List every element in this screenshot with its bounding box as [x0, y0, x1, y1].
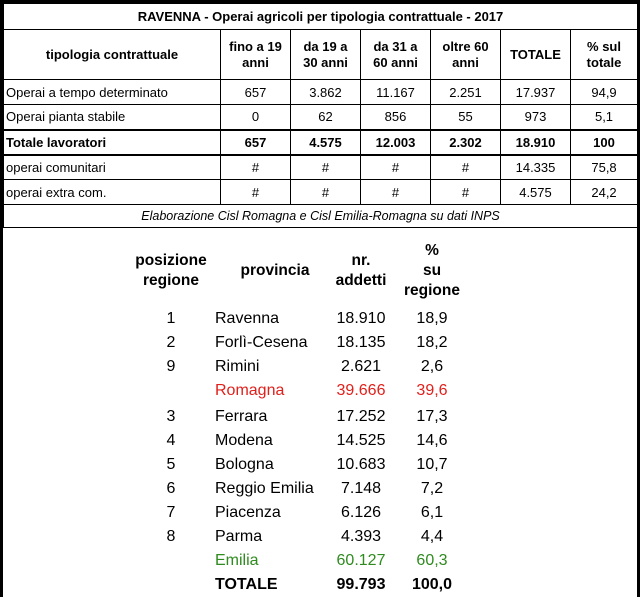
province: Modena	[215, 432, 273, 449]
row-label: operai comunitari	[4, 155, 221, 180]
cell: #	[291, 155, 361, 180]
ranking-row	[3, 453, 637, 477]
cell: 75,8	[571, 155, 638, 180]
header-position-line1: posizione	[135, 252, 207, 269]
position: 4	[166, 432, 176, 449]
header-row	[4, 30, 638, 80]
row-label: Operai pianta stabile	[4, 105, 221, 130]
province: Parma	[215, 528, 263, 545]
header-employees	[321, 251, 401, 291]
employees: 60.127	[336, 552, 386, 569]
employees: 17.252	[336, 408, 386, 425]
cell: 3.862	[291, 80, 361, 105]
cell: #	[221, 180, 291, 205]
header-cell: oltre 60 anni	[431, 30, 501, 80]
cell: 0	[221, 105, 291, 130]
position: 1	[166, 310, 176, 327]
cell: #	[361, 180, 431, 205]
percent: 18,9	[416, 310, 448, 327]
cell: #	[291, 180, 361, 205]
ranking-row	[3, 501, 637, 525]
table-row	[4, 80, 638, 105]
cell: 14.335	[501, 155, 571, 180]
table-title: RAVENNA - Operai agricoli per tipologia contrattuale - 2017	[4, 4, 638, 30]
cell: 17.937	[501, 80, 571, 105]
row-label: Operai a tempo determinato	[4, 80, 221, 105]
ranking-row	[3, 429, 637, 453]
percent: 18,2	[416, 334, 448, 351]
percent: 4,4	[420, 528, 444, 545]
contract-table	[3, 3, 637, 228]
percent: 100,0	[411, 576, 453, 593]
province: Ravenna	[215, 310, 280, 327]
employees: 2.621	[340, 358, 382, 375]
header-province: provincia	[240, 262, 310, 279]
position: 3	[166, 408, 176, 425]
cell: 856	[361, 105, 431, 130]
province: Forlì-Cesena	[215, 334, 308, 351]
cell: #	[431, 180, 501, 205]
cell: #	[221, 155, 291, 180]
cell: 100	[571, 130, 638, 155]
percent: 14,6	[416, 432, 448, 449]
ranking-row	[3, 331, 637, 355]
percent: 60,3	[416, 552, 448, 569]
position: 6	[166, 480, 176, 497]
position: 7	[166, 504, 176, 521]
header-cell: da 31 a 60 anni	[361, 30, 431, 80]
header-position-line2: regione	[143, 272, 199, 289]
header-percent-line3: regione	[404, 282, 460, 299]
province: Rimini	[215, 358, 260, 375]
grand-total-row	[3, 573, 637, 597]
cell: 4.575	[291, 130, 361, 155]
employees: 39.666	[336, 382, 386, 399]
employees: 10.683	[336, 456, 386, 473]
row-label: operai extra com.	[4, 180, 221, 205]
row-label: Totale lavoratori	[4, 130, 221, 155]
cell: 62	[291, 105, 361, 130]
percent: 7,2	[420, 480, 444, 497]
cell: 2.302	[431, 130, 501, 155]
header-cell: TOTALE	[501, 30, 571, 80]
table-row	[4, 180, 638, 205]
cell: 4.575	[501, 180, 571, 205]
table-row	[4, 105, 638, 130]
header-cell: tipologia contrattuale	[4, 30, 221, 80]
province: Romagna	[215, 382, 285, 399]
cell: 2.251	[431, 80, 501, 105]
cell: 973	[501, 105, 571, 130]
employees: 4.393	[340, 528, 382, 545]
position: 5	[166, 456, 176, 473]
cell: 657	[221, 130, 291, 155]
header-cell: % sul totale	[571, 30, 638, 80]
ranking-row	[3, 355, 637, 379]
cell: 5,1	[571, 105, 638, 130]
percent: 39,6	[416, 382, 448, 399]
header-percent-line2: su	[422, 262, 442, 279]
position: 2	[166, 334, 176, 351]
header-percent-line1: %	[425, 242, 439, 259]
cell: 18.910	[501, 130, 571, 155]
ranking-row	[3, 525, 637, 549]
percent: 17,3	[416, 408, 448, 425]
percent: 2,6	[420, 358, 444, 375]
spreadsheet	[3, 3, 637, 597]
ranking-header	[3, 237, 637, 303]
ranking-row	[3, 405, 637, 429]
total-row	[4, 130, 638, 155]
percent: 10,7	[416, 456, 448, 473]
header-position	[121, 251, 221, 291]
header-cell: fino a 19 anni	[221, 30, 291, 80]
employees: 18.135	[336, 334, 386, 351]
subtotal-emilia	[3, 549, 637, 573]
header-employees-line2: addetti	[335, 272, 387, 289]
percent: 6,1	[420, 504, 444, 521]
position: 8	[166, 528, 176, 545]
province: Bologna	[215, 456, 274, 473]
header-cell: da 19 a 30 anni	[291, 30, 361, 80]
cell: 12.003	[361, 130, 431, 155]
position: 9	[166, 358, 176, 375]
cell: 657	[221, 80, 291, 105]
employees: 18.910	[336, 310, 386, 327]
cell: 94,9	[571, 80, 638, 105]
province: Emilia	[215, 552, 259, 569]
source-note: Elaborazione Cisl Romagna e Cisl Emilia-Romagna su dati INPS	[4, 205, 638, 228]
employees: 99.793	[336, 576, 386, 593]
cell: #	[361, 155, 431, 180]
table-row	[4, 155, 638, 180]
province: Piacenza	[215, 504, 281, 521]
ranking-row	[3, 477, 637, 501]
employees: 14.525	[336, 432, 386, 449]
employees: 6.126	[340, 504, 382, 521]
ranking-row	[3, 307, 637, 331]
cell: 55	[431, 105, 501, 130]
cell: 24,2	[571, 180, 638, 205]
subtotal-romagna	[3, 379, 637, 403]
province: Ferrara	[215, 408, 268, 425]
province-ranking	[3, 237, 637, 597]
header-employees-line1: nr.	[351, 252, 371, 269]
cell: #	[431, 155, 501, 180]
header-percent	[393, 241, 471, 301]
province: TOTALE	[215, 576, 278, 593]
employees: 7.148	[340, 480, 382, 497]
cell: 11.167	[361, 80, 431, 105]
province: Reggio Emilia	[215, 480, 314, 497]
